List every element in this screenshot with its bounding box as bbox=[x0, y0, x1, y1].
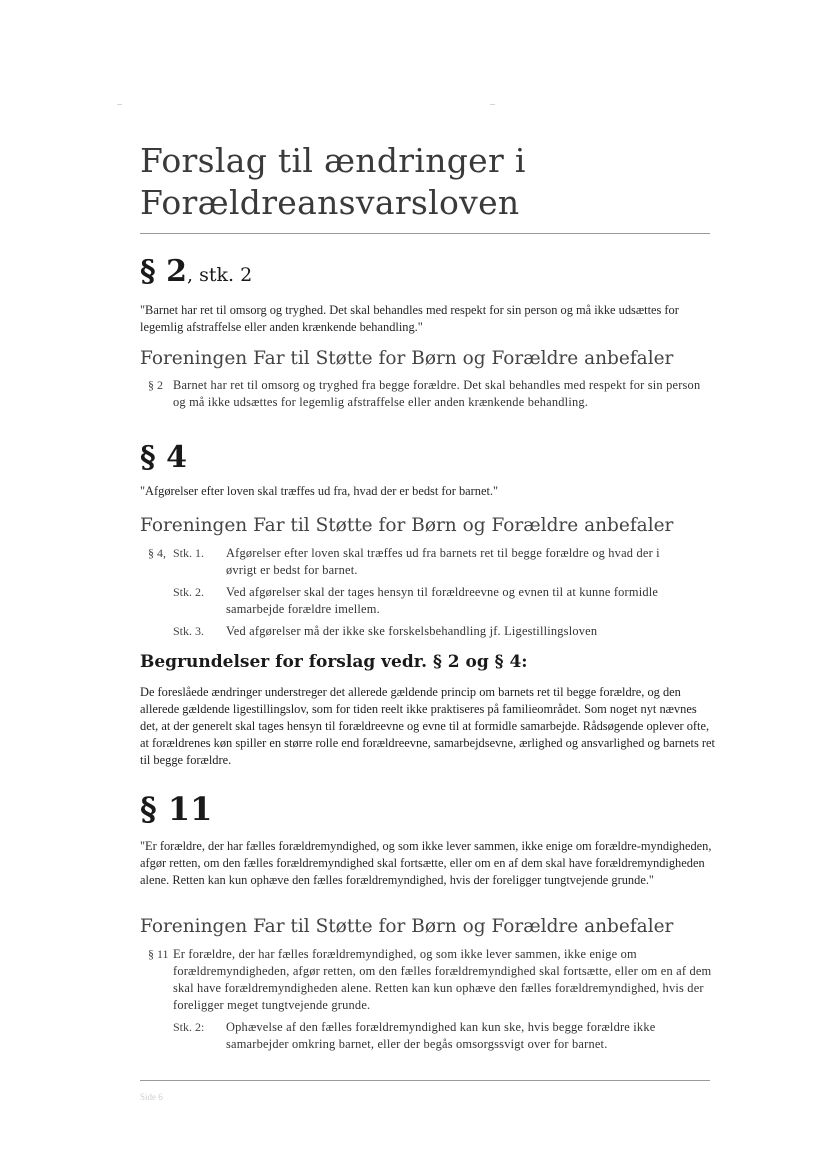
recommendation-heading-2: Foreningen Far til Støtte for Børn og Forældre anbefaler bbox=[140, 348, 674, 369]
section-heading-11: § 11 bbox=[140, 790, 213, 828]
stk-label: Stk. 1. bbox=[173, 546, 205, 560]
stk-text: Afgørelser efter loven skal træffes ud fra barnets ret til begge forældre og hvad der i øvrigt er bedst for barnet. bbox=[226, 546, 660, 577]
recommendation-heading-4: Foreningen Far til Støtte for Børn og Forældre anbefaler bbox=[140, 515, 674, 536]
law-quote-11: "Er forældre, der har fælles forældremyndighed, og som ikke lever sammen, ikke enige om forældre-myndigheden, afgør retten, om den fælles forældremyndighed skal fortsætte, eller om en af dem skal have forældremyndigheden alene. Retten kan kun ophæve den fælles forældremyndighed, hvis der foreligger tungtvejende grunde." bbox=[140, 839, 712, 887]
section-subheading: , stk. 2 bbox=[187, 264, 253, 286]
document-title bbox=[140, 140, 740, 224]
page-number: Side 6 bbox=[140, 1092, 163, 1102]
section-heading-2 bbox=[140, 254, 252, 289]
stk-label: Stk. 3. bbox=[173, 624, 205, 638]
recommendation-text-11: Er forældre, der har fælles forældremyndighed, og som ikke lever sammen, ikke enige om forældremyndigheden, afgør retten, om den fælles forældremyndighed skal fortsætte, eller om en af dem skal have forældremyndigheden alene. Retten kan kun ophæve den fælles forældremyndighed, hvis der foreligger meget tungtvejende grunde. bbox=[173, 947, 712, 1012]
stk-text: Ophævelse af den fælles forældremyndighed kan kun ske, hvis begge forældre ikke samarbejder omkring barnet, eller der begås omsorgssvigt over for barnet. bbox=[226, 1020, 656, 1051]
title-line-1: Forslag til ændringer i bbox=[140, 141, 526, 180]
law-quote-4: "Afgørelser efter loven skal træffes ud fra, hvad der er bedst for barnet." bbox=[140, 484, 499, 498]
justification-text: De foreslåede ændringer understreger det allerede gældende princip om barnets ret til begge forældre, og den allerede gældende ligestillingslov, som for tiden reelt ikke praktiseres på familieområdet. Som noget nyt nævnes det, at der generelt skal tages hensyn til forældreevne og evne til at formidle samarbejde. Rådsøgende oplever ofte, at forældrenes køn spiller en større rolle end forældreevne, samarbejdsevne, ærlighed og ansvarlighed og barnets ret til begge forældre. bbox=[140, 685, 715, 767]
recommendation-label: § 11 bbox=[148, 947, 169, 961]
divider bbox=[140, 233, 710, 234]
justification-heading: Begrundelser for forslag vedr. § 2 og § 4: bbox=[140, 652, 528, 672]
recommendation-heading-11: Foreningen Far til Støtte for Børn og Forældre anbefaler bbox=[140, 916, 674, 937]
scan-mark bbox=[490, 104, 495, 105]
stk-label: Stk. 2. bbox=[173, 585, 205, 599]
stk-label: Stk. 2: bbox=[173, 1020, 205, 1034]
section-number: § 2 bbox=[140, 254, 188, 289]
divider bbox=[140, 1080, 710, 1081]
scan-mark bbox=[117, 104, 122, 105]
stk-text: Ved afgørelser skal der tages hensyn til forældreevne og evnen til at kunne formidle samarbejde forældre imellem. bbox=[226, 585, 659, 616]
recommendation-text-2: Barnet har ret til omsorg og tryghed fra begge forældre. Det skal behandles med respekt for sin person og må ikke udsættes for legemlig afstraffelse eller anden krænkende behandling. bbox=[173, 378, 701, 409]
title-line-2: Forældreansvarsloven bbox=[140, 183, 520, 222]
section-heading-4: § 4 bbox=[140, 440, 188, 475]
stk-text: Ved afgørelser må der ikke ske forskelsbehandling jf. Ligestillingsloven bbox=[226, 624, 598, 638]
recommendation-label: § 2 bbox=[148, 378, 163, 392]
law-quote-2: "Barnet har ret til omsorg og tryghed. Det skal behandles med respekt for sin person og må ikke udsættes for legemlig afstraffelse eller anden krænkende behandling." bbox=[140, 303, 679, 334]
recommendation-label: § 4, bbox=[148, 546, 166, 560]
